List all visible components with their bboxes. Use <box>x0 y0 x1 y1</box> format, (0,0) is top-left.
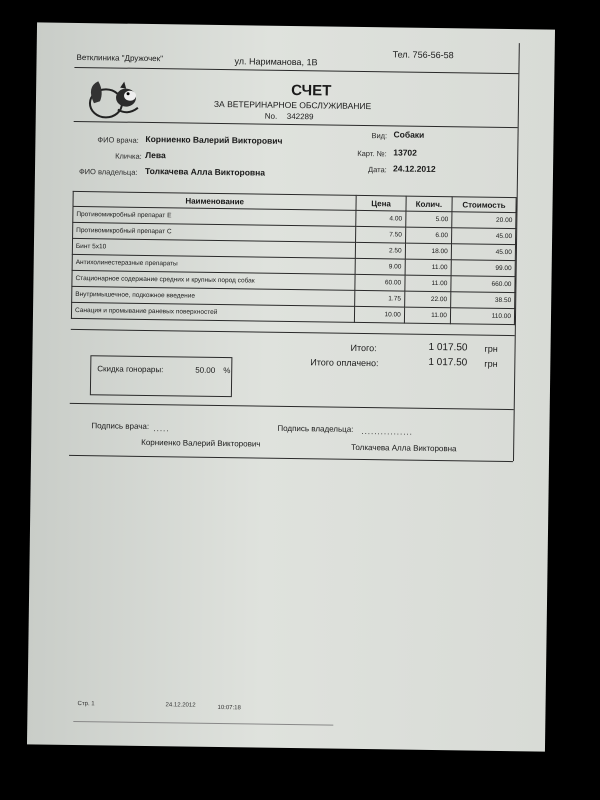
card-value: 13702 <box>393 147 417 158</box>
doctor-signature-label: Подпись врача: <box>91 421 150 432</box>
species-value: Собаки <box>393 129 425 140</box>
row-qty: 18.00 <box>405 243 451 260</box>
row-qty: 22.00 <box>404 291 450 308</box>
totals-divider <box>71 329 515 336</box>
row-cost: 660.00 <box>451 276 515 293</box>
row-cost: 20.00 <box>452 212 516 229</box>
discount-unit: % <box>223 366 231 376</box>
total-label: Итого: <box>350 342 377 354</box>
row-cost: 110.00 <box>450 308 514 325</box>
col-name-header: Наименование <box>73 191 356 210</box>
row-qty: 6.00 <box>405 227 451 244</box>
owner-label: ФИО владельца: <box>78 167 138 177</box>
discount-value: 50.00 <box>195 365 216 375</box>
row-price: 1.75 <box>355 290 405 307</box>
owner-signature-label: Подпись владельца: <box>277 423 354 434</box>
owner-name: Толкачева Алла Викторовна <box>144 165 266 178</box>
row-price: 9.00 <box>355 258 405 275</box>
row-qty: 5.00 <box>405 211 451 228</box>
paid-label: Итого оплачено: <box>310 357 379 369</box>
row-name: Противомикробный препарат С <box>73 222 356 242</box>
row-price: 10.00 <box>355 306 405 323</box>
invoice-subtitle: ЗА ВЕТЕРИНАРНОЕ ОБСЛУЖИВАНИЕ <box>213 98 372 112</box>
invoice-number-label: No. <box>264 111 278 121</box>
row-cost: 38.50 <box>451 292 515 309</box>
species-label: Вид: <box>371 131 388 141</box>
footer-printer-line <box>73 721 333 726</box>
clinic-phone: Тел. 756-56-58 <box>392 49 454 61</box>
col-qty-header: Колич. <box>406 196 452 212</box>
card-label: Карт. №: <box>357 148 387 159</box>
row-price: 2.50 <box>356 242 406 259</box>
pet-label: Кличка: <box>115 151 142 161</box>
invoice-number: 342289 <box>286 111 314 122</box>
row-cost: 45.00 <box>451 228 515 245</box>
invoice-title: СЧЕТ <box>291 81 332 100</box>
items-table <box>71 191 517 325</box>
title-divider <box>74 121 518 128</box>
row-name: Противомикробный препарат Е <box>73 206 356 226</box>
row-name: Санация и промывание раневых поверхностей <box>71 302 354 322</box>
row-name: Антихолинестеразные препараты <box>72 254 355 274</box>
signature-bottom-divider <box>69 455 513 462</box>
owner-signature-name: Толкачева Алла Викторовна <box>351 442 457 454</box>
pet-name: Лева <box>145 149 166 161</box>
discount-label: Скидка гонорары: <box>97 364 164 375</box>
date-value: 24.12.2012 <box>392 163 436 174</box>
footer-date: 24.12.2012 <box>165 702 196 709</box>
row-price: 7.50 <box>356 226 406 243</box>
clinic-address: ул. Нариманова, 1В <box>234 56 318 68</box>
row-price: 4.00 <box>356 210 406 227</box>
doctor-signature-name: Корниенко Валерий Викторович <box>141 437 261 449</box>
row-qty: 11.00 <box>404 307 450 324</box>
date-label: Дата: <box>367 165 387 175</box>
doctor-signature-line: ..... <box>153 424 170 434</box>
row-name: Стационарное содержание средних и крупных пород собак <box>72 270 355 290</box>
discount-box <box>90 355 233 397</box>
invoice-sheet <box>27 22 555 751</box>
total-currency: грн <box>484 343 498 354</box>
total-value: 1 017.50 <box>428 341 468 354</box>
row-name: Бинт 5х10 <box>72 238 355 258</box>
paid-value: 1 017.50 <box>428 356 468 369</box>
footer-page: Стр. 1 <box>77 701 95 708</box>
clinic-name: Ветклиника "Дружочек" <box>76 52 164 64</box>
col-cost-header: Стоимость <box>452 197 516 213</box>
clinic-logo-icon <box>84 73 149 122</box>
doctor-name: Корниенко Валерий Викторович <box>145 133 283 146</box>
signature-top-divider <box>70 403 514 410</box>
row-price: 60.00 <box>355 274 405 291</box>
row-qty: 11.00 <box>405 275 451 292</box>
paid-currency: грн <box>484 358 498 369</box>
row-cost: 45.00 <box>451 244 515 261</box>
row-qty: 11.00 <box>405 259 451 276</box>
row-cost: 99.00 <box>451 260 515 277</box>
owner-signature-line: ................ <box>361 426 414 437</box>
footer-time: 10:07:18 <box>217 705 241 712</box>
doctor-label: ФИО врача: <box>97 135 139 145</box>
row-name: Внутримышечное, подкожное введение <box>72 286 355 306</box>
col-price-header: Цена <box>356 195 406 211</box>
